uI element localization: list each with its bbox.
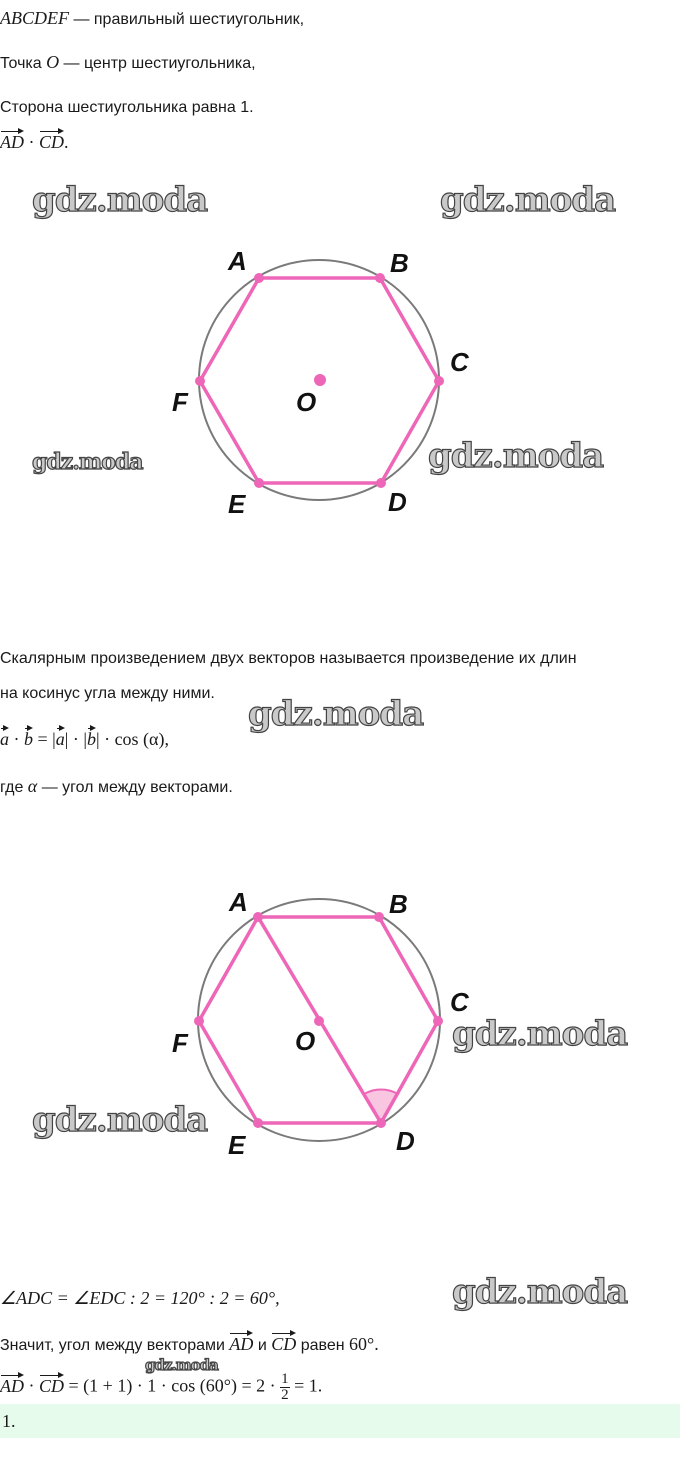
center-dot [314, 1016, 324, 1026]
vertex-d-dot [376, 478, 386, 488]
vector-ad: AD [0, 132, 24, 152]
label-f: F [172, 1028, 188, 1058]
center-dot [314, 374, 326, 386]
watermark: gdz.moda [32, 180, 208, 220]
watermark: gdz.moda [428, 436, 604, 476]
label-e: E [228, 1130, 246, 1160]
angle-equation: ∠ADC = ∠EDC : 2 = 120° : 2 = 60°, [0, 1288, 280, 1308]
vertex-c-dot [433, 1016, 443, 1026]
label-e: E [228, 489, 246, 519]
task-expression: AD · CD. [0, 132, 69, 152]
hexagon-figure-1 [150, 240, 490, 530]
calculation: AD · CD = (1 + 1) · 1 · cos (60°) = 2 · $\frac{1}{2}$ = 1. [0, 1371, 323, 1403]
label-a: A [228, 246, 247, 276]
center-name: O [46, 52, 60, 72]
watermark: gdz.moda [145, 1356, 218, 1374]
vertex-a-dot [253, 912, 263, 922]
definition-line-1: Скалярным произведением двух векторов называется произведение их длин [0, 650, 577, 667]
given-line-1 [0, 8, 304, 30]
vector-cd: CD [271, 1334, 297, 1354]
vertex-c-dot [434, 376, 444, 386]
given-line-2 [0, 52, 256, 74]
vertex-e-dot [254, 478, 264, 488]
label-d: D [396, 1126, 415, 1156]
given-line-1-text: — правильный шестиугольник, [69, 11, 305, 28]
given-line-3-text: Сторона шестиугольника равна 1. [0, 99, 254, 116]
given-line-3 [0, 98, 254, 118]
dot-product-formula: a · b = |a| · |b| · cos (α), [0, 729, 169, 749]
label-d: D [388, 487, 407, 517]
vertex-f-dot [194, 1016, 204, 1026]
vector-cd: CD [39, 132, 65, 152]
fraction-one-half: $\frac{1}{2}$ [281, 1371, 289, 1403]
vector-ad: AD [0, 1375, 24, 1396]
vertex-b-dot [375, 273, 385, 283]
vector-b: b [24, 729, 33, 749]
label-o: O [295, 1026, 316, 1056]
conclusion-line: Значит, угол между векторами AD и CD равен 60°. [0, 1334, 379, 1354]
label-c: C [450, 347, 469, 377]
watermark: gdz.moda [452, 1272, 628, 1312]
watermark: gdz.moda [440, 180, 616, 220]
watermark: gdz.moda [452, 1014, 628, 1054]
vertex-a-dot [254, 273, 264, 283]
vertex-e-dot [253, 1118, 263, 1128]
watermark: gdz.moda [32, 1100, 208, 1140]
label-b: B [389, 889, 408, 919]
hexagon-name: ABCDEF [0, 8, 69, 28]
given-line-2-prefix: Точка [0, 55, 47, 72]
vector-ad: AD [229, 1334, 254, 1354]
definition-line-2: на косинус угла между ними. [0, 685, 215, 702]
watermark: gdz.moda [32, 449, 143, 475]
vertex-f-dot [195, 376, 205, 386]
vertex-d-dot [376, 1118, 386, 1128]
given-line-2-text: — центр шестиугольника, [59, 55, 256, 72]
label-f: F [172, 387, 188, 417]
vector-cd: CD [39, 1375, 65, 1396]
label-b: B [390, 248, 409, 278]
watermark: gdz.moda [248, 694, 424, 734]
vertex-b-dot [374, 912, 384, 922]
answer-box: 1. [0, 1404, 680, 1438]
label-a: A [229, 887, 248, 917]
vector-a: a [0, 729, 9, 749]
label-o: O [296, 387, 317, 417]
label-c: C [450, 987, 469, 1017]
alpha-definition: где α — угол между векторами. [0, 776, 233, 796]
alpha-symbol: α [27, 776, 38, 796]
